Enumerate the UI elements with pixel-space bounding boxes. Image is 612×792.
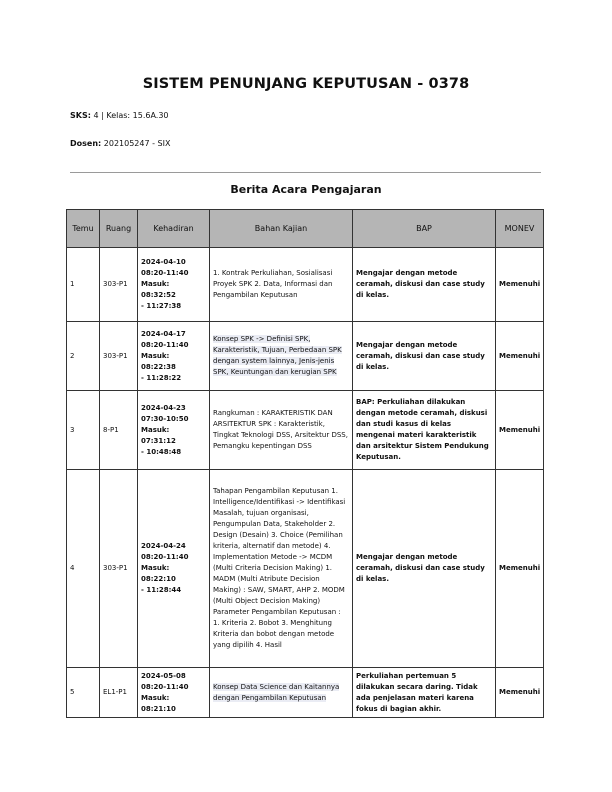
cell-ruang: 303-P1 <box>100 470 138 668</box>
kehadiran-date: 2024-04-10 <box>141 258 186 266</box>
table-row <box>67 322 544 391</box>
cell-kehadiran <box>138 668 210 718</box>
cell-bap: BAP: Perkuliahan dilakukan dengan metode ceramah, diskusi dan studi kasus di kelas mengenai materi karakteristik dan arsitektur Sistem Pendukung Keputusan. <box>353 391 496 470</box>
cell-temu: 3 <box>67 391 100 470</box>
kehadiran-masuk: Masuk: 08:22:38 <box>141 351 176 371</box>
section-title: Berita Acara Pengajaran <box>230 183 382 196</box>
cell-bahan-kajian: 1. Kontrak Perkuliahan, Sosialisasi Proyek SPK 2. Data, Informasi dan Pengambilan Keputusan <box>210 248 353 322</box>
cell-monev: Memenuhi <box>496 391 544 470</box>
cell-bap: Perkuliahan pertemuan 5 dilakukan secara daring. Tidak ada penjelasan materi karena fokus di bagian akhir. <box>353 668 496 718</box>
document-title: SISTEM PENUNJANG KEPUTUSAN - 0378 <box>142 76 470 92</box>
kehadiran-keluar: - 11:28:44 <box>141 586 182 594</box>
cell-bahan-kajian: Tahapan Pengambilan Keputusan 1. Intelligence/Identifikasi -> Identifikasi Masalah, tujuan organisasi, Pengumpulan Data, Stakeholder 2. Design (Desain) 3. Choice (Pemilihan kriteria, alternatif dan metode) 4. Implementation Metode -> MCDM (Multi Criteria Decision Making) 1. MADM (Multi Atribute Decision Making) : SAW, SMART, AHP 2. MODM (Multi Object Decision Making) Parameter Pengambilan Keputusan : 1. Kriteria 2. Bobot 3. Menghitung Kriteria dan bobot dengan metode yang dipilih 4. Hasil <box>210 470 353 668</box>
cell-monev: Memenuhi <box>496 322 544 391</box>
cell-kehadiran <box>138 322 210 391</box>
cell-kehadiran <box>138 470 210 668</box>
table-row <box>67 470 544 668</box>
table-row <box>67 668 544 718</box>
cell-bap: Mengajar dengan metode ceramah, diskusi dan case study di kelas. <box>353 248 496 322</box>
cell-temu: 4 <box>67 470 100 668</box>
cell-kehadiran <box>138 248 210 322</box>
kehadiran-date: 2024-04-17 <box>141 329 186 338</box>
kehadiran-schedule: 08:20-11:40 <box>141 340 189 349</box>
kehadiran-masuk: Masuk: 07:31:12 <box>141 425 176 445</box>
cell-temu: 2 <box>67 322 100 391</box>
kehadiran-keluar: - 10:48:48 <box>141 447 182 456</box>
cell-temu: 1 <box>67 248 100 322</box>
divider <box>70 172 541 173</box>
cell-bahan-kajian: Rangkuman : KARAKTERISTIK DAN ARSITEKTUR SPK : Karakteristik, Tingkat Teknologi DSS, Arsitektur DSS, Pemangku kepentingan DSS <box>210 391 353 470</box>
header-ruang: Ruang <box>100 210 138 248</box>
kehadiran-keluar: - 11:27:38 <box>141 302 182 310</box>
cell-ruang: 303-P1 <box>100 322 138 391</box>
cell-ruang: 8-P1 <box>100 391 138 470</box>
table-row <box>67 248 544 322</box>
sks-kelas-line <box>70 111 169 120</box>
header-monev: MONEV <box>496 210 544 248</box>
kehadiran-date: 2024-04-24 <box>141 542 186 550</box>
kehadiran-masuk: Masuk: 08:21:10 <box>141 693 176 713</box>
cell-monev: Memenuhi <box>496 470 544 668</box>
sks-label: SKS: <box>70 111 91 120</box>
header-kehadiran: Kehadiran <box>138 210 210 248</box>
kehadiran-date: 2024-04-23 <box>141 403 186 412</box>
table-header-row <box>67 210 544 248</box>
cell-bap: Mengajar dengan metode ceramah, diskusi dan case study di kelas. <box>353 470 496 668</box>
table-row <box>67 391 544 470</box>
kehadiran-schedule: 08:20-11:40 <box>141 682 189 691</box>
sks-value: 4 | Kelas: 15.6A.30 <box>93 111 169 120</box>
cell-kehadiran <box>138 391 210 470</box>
kehadiran-schedule: 08:20-11:40 <box>141 269 189 277</box>
cell-bap: Mengajar dengan metode ceramah, diskusi dan case study di kelas. <box>353 322 496 391</box>
kehadiran-schedule: 07:30-10:50 <box>141 414 189 423</box>
kehadiran-schedule: 08:20-11:40 <box>141 553 189 561</box>
cell-bahan-kajian <box>210 322 353 391</box>
kehadiran-keluar: - 11:28:22 <box>141 373 182 382</box>
cell-ruang: 303-P1 <box>100 248 138 322</box>
cell-ruang: EL1-P1 <box>100 668 138 718</box>
header-temu: Temu <box>67 210 100 248</box>
cell-temu: 5 <box>67 668 100 718</box>
dosen-line <box>70 139 170 148</box>
cell-bahan-kajian <box>210 668 353 718</box>
kehadiran-date: 2024-05-08 <box>141 671 186 680</box>
header-bahan-kajian: Bahan Kajian <box>210 210 353 248</box>
kehadiran-masuk: Masuk: 08:22:10 <box>141 564 176 583</box>
berita-acara-table <box>66 209 544 718</box>
dosen-label: Dosen: <box>70 139 102 148</box>
header-bap: BAP <box>353 210 496 248</box>
bahan-highlighted-text: Konsep SPK -> Definisi SPK, Karakteristik, Tujuan, Perbedaan SPK dengan system lainnya, Jenis-jenis SPK, Keuntungan dan kerugian SPK <box>213 335 342 376</box>
cell-monev: Memenuhi <box>496 248 544 322</box>
bahan-highlighted-text: Konsep Data Science dan Kaitannya dengan Pengambilan Keputusan <box>213 682 340 702</box>
dosen-value: 202105247 - SIX <box>103 139 171 148</box>
cell-monev: Memenuhi <box>496 668 544 718</box>
kehadiran-masuk: Masuk: 08:32:52 <box>141 280 176 299</box>
